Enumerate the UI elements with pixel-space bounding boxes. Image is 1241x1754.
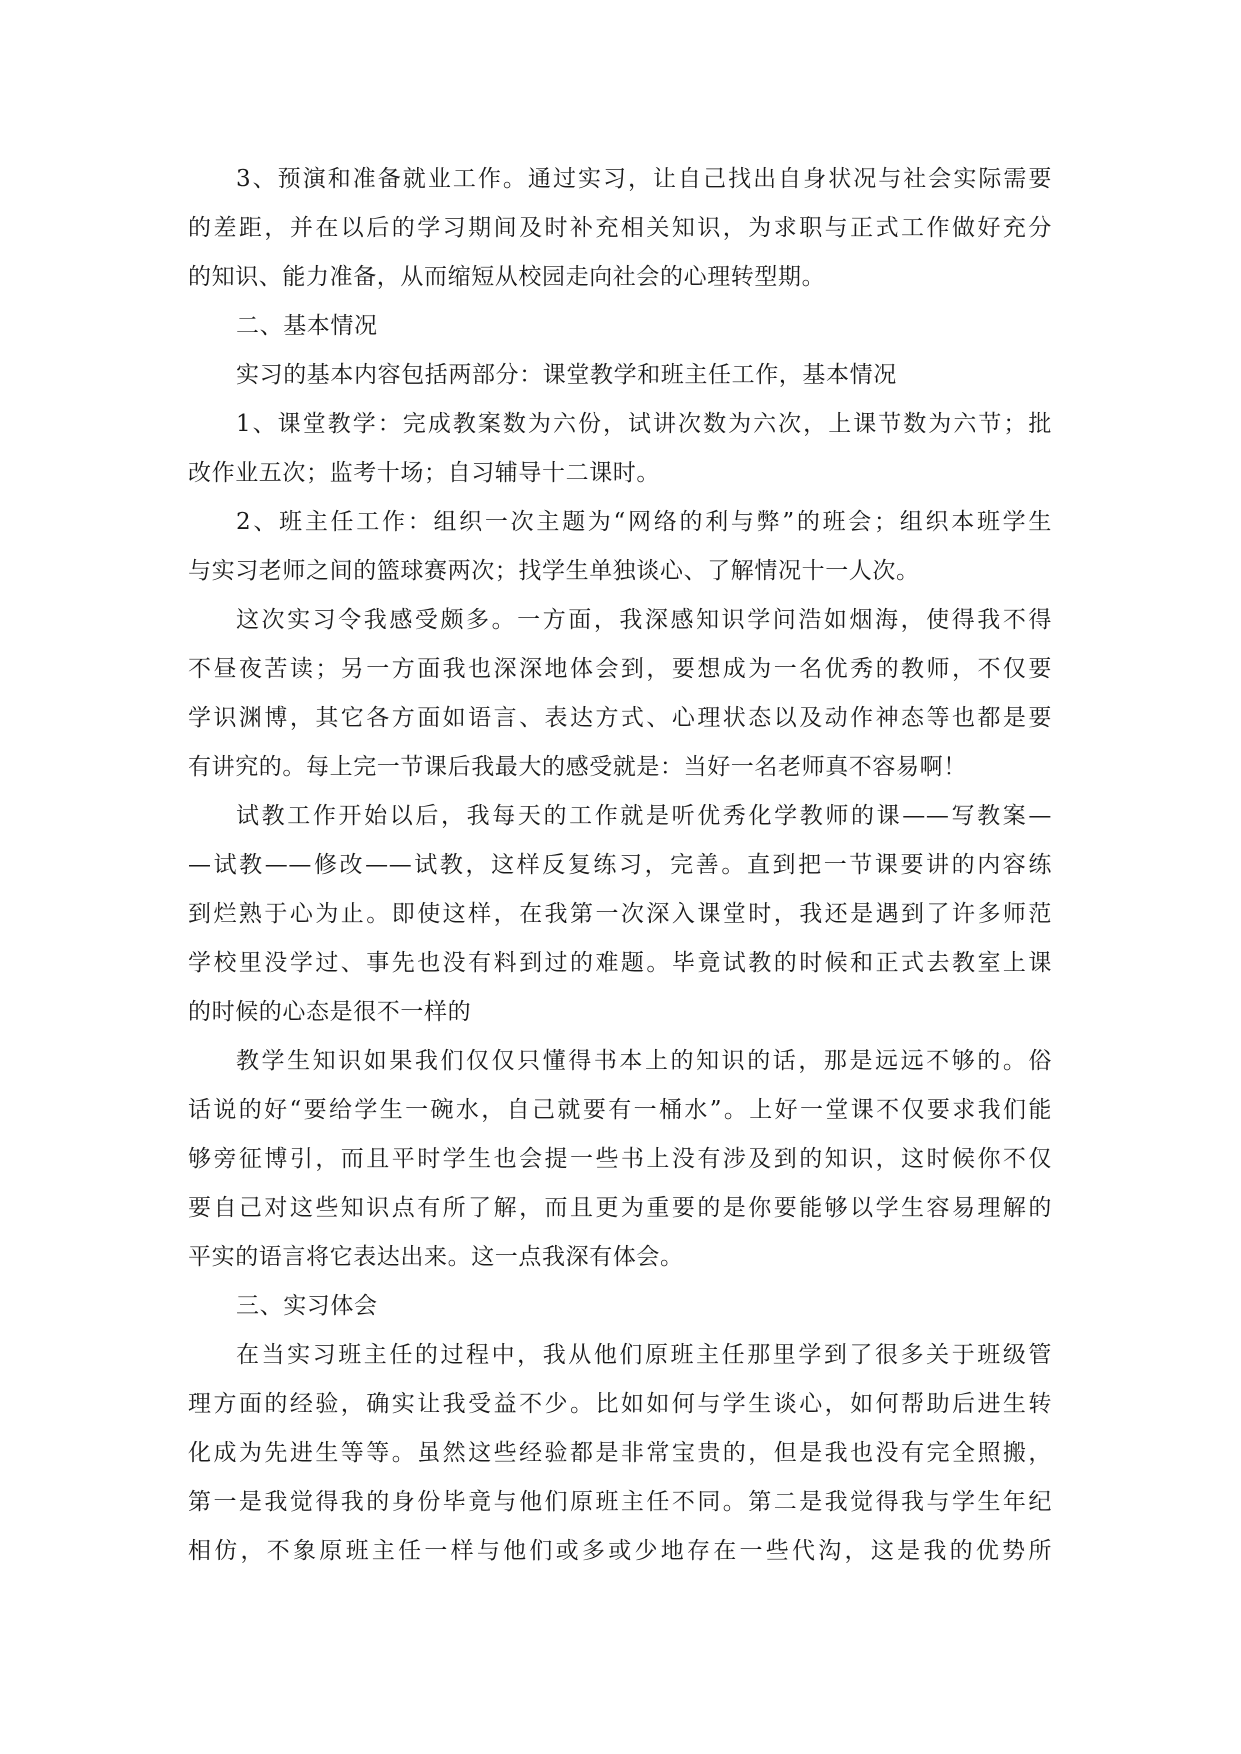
text-line: —试教——修改——试教，这样反复练习，完善。直到把一节课要讲的内容练 — [188, 852, 1052, 878]
text-line: 的时候的心态是很不一样的 — [188, 999, 472, 1025]
text-line: 理方面的经验，确实让我受益不少。比如如何与学生谈心，如何帮助后进生转 — [188, 1391, 1052, 1417]
text-line: 要自己对这些知识点有所了解，而且更为重要的是你要能够以学生容易理解的 — [188, 1195, 1052, 1221]
text-line: 的知识、能力准备，从而缩短从校园走向社会的心理转型期。 — [188, 264, 826, 290]
text-line: 平实的语言将它表达出来。这一点我深有体会。 — [188, 1244, 684, 1270]
text-line: 相仿，不象原班主任一样与他们或多或少地存在一些代沟，这是我的优势所 — [188, 1538, 1052, 1564]
text-line: 不昼夜苦读；另一方面我也深深地体会到，要想成为一名优秀的教师，不仅要 — [188, 656, 1052, 682]
text-line: 有讲究的。每上完一节课后我最大的感受就是：当好一名老师真不容易啊！ — [188, 754, 967, 780]
text-line: 学识渊博，其它各方面如语言、表达方式、心理状态以及动作神态等也都是要 — [188, 705, 1052, 731]
text-line: 实习的基本内容包括两部分：课堂教学和班主任工作，基本情况 — [236, 362, 897, 388]
text-line: 学校里没学过、事先也没有料到过的难题。毕竟试教的时候和正式去教室上课 — [188, 950, 1052, 976]
text-line: 二、基本情况 — [236, 313, 378, 339]
text-line: 的差距，并在以后的学习期间及时补充相关知识，为求职与正式工作做好充分 — [188, 215, 1052, 241]
text-line: 话说的好“要给学生一碗水，自己就要有一桶水”。上好一堂课不仅要求我们能 — [188, 1097, 1052, 1123]
text-line: 与实习老师之间的篮球赛两次；找学生单独谈心、了解情况十一人次。 — [188, 558, 920, 584]
text-line: 教学生知识如果我们仅仅只懂得书本上的知识的话，那是远远不够的。俗 — [236, 1048, 1052, 1074]
text-line: 第一是我觉得我的身份毕竟与他们原班主任不同。第二是我觉得我与学生年纪 — [188, 1489, 1052, 1515]
document-page — [188, 155, 1052, 1576]
text-line: 够旁征博引，而且平时学生也会提一些书上没有涉及到的知识，这时候你不仅 — [188, 1146, 1052, 1172]
text-line: 三、实习体会 — [236, 1293, 378, 1319]
text-line: 改作业五次；监考十场；自习辅导十二课时。 — [188, 460, 660, 486]
text-line: 这次实习令我感受颇多。一方面，我深感知识学问浩如烟海，使得我不得 — [236, 607, 1052, 633]
text-line: 1、课堂教学：完成教案数为六份，试讲次数为六次，上课节数为六节；批 — [236, 411, 1052, 437]
text-line: 到烂熟于心为止。即使这样，在我第一次深入课堂时，我还是遇到了许多师范 — [188, 901, 1052, 927]
text-line: 3、预演和准备就业工作。通过实习，让自己找出自身状况与社会实际需要 — [236, 166, 1052, 192]
text-line: 化成为先进生等等。虽然这些经验都是非常宝贵的，但是我也没有完全照搬， — [188, 1440, 1052, 1466]
text-line: 2、班主任工作：组织一次主题为“网络的利与弊”的班会；组织本班学生 — [236, 509, 1052, 535]
text-line: 试教工作开始以后，我每天的工作就是听优秀化学教师的课——写教案— — [236, 803, 1052, 829]
text-line: 在当实习班主任的过程中，我从他们原班主任那里学到了很多关于班级管 — [236, 1342, 1052, 1368]
